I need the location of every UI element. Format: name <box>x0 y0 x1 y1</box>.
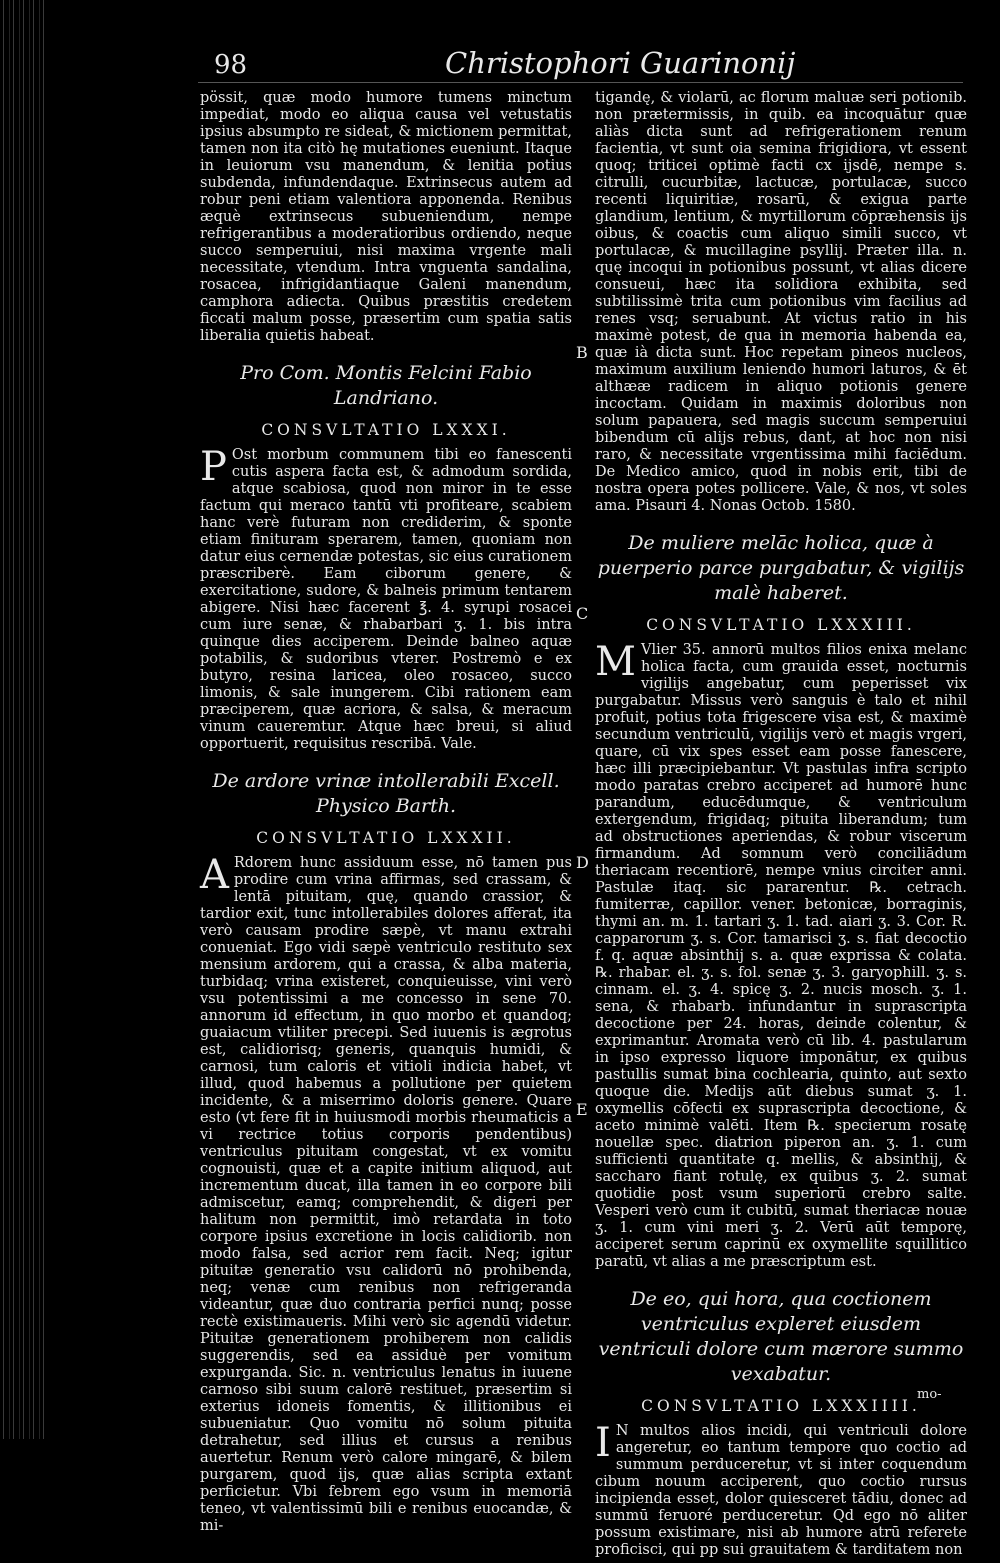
initial-84: I <box>595 1420 611 1466</box>
heading-consultatio-82: De ardore vrinæ intollerabili Excell. Physico Barth. <box>212 770 560 817</box>
catchword: mo- <box>917 1387 942 1402</box>
consultatio-84-text: N multos alios incidi, qui ventriculi dolore angeretur, eo tantum tempore quo coctio ad summum perduceretur, vt si inter coquendum cibum nouum acciperent, quo coctio rursus incipienda esset, dolor quiesceret tādiu, donec ad summū feruoré perduceretur. Qd ego nō aliter possum existimare, nisi ab humore atrū referete proficisci, qui pp sui grauitatem & tarditatem non <box>595 1423 967 1558</box>
margin-letter-d: D <box>576 853 589 872</box>
margin-letter-b: B <box>576 343 588 362</box>
binding-gutter <box>0 0 44 1439</box>
header-rule <box>198 82 963 83</box>
left-column <box>200 90 572 1539</box>
running-title: Christophori Guarinonij <box>445 46 796 80</box>
consultatio-81-text: Ost morbum communem tibi eo fanescenti cutis aspera facta est, & admodum sordida, atque scabiosa, quod non miror in te esse factum qui meraco tantū vti profiteare, scabiem hanc verè futuram non crediderim, & sponte etiam finituram sperarem, tamen, quoniam non datur eius cernendæ potestas, sic eius curationem præscriberè. Eam ciborum genere, & exercitatione, sudore, & balneis primum tentarem abigere. Nisi hæc facerent ℥. 4. syrupi rosacei cum iure senæ, & rhabarbari ʒ. 1. bis intra quinque dies acciperem. Deinde balneo aquæ potabilis, & sudoribus vterer. Postremò e ex butyro, resina laricea, oleo rosaceo, succo limonis, & sale inungerem. Cibi rationem eam præciperem, quæ acriora, & salsa, & meracum vinum caueremtur. Atque hæc breui, si aliud opportuerit, requisitus rescribā. Vale. <box>200 447 572 752</box>
right-opening-text: tigandę, & violarū, ac florum maluæ seri potionib. non prætermissis, in quib. ea incoquātur quæ aliàs dicta sunt ad refrigerationem renum facientia, vt sunt oia semina frigidiora, vt essent quoq; triticei optimè facti cx ijsdē, nempe s. citrulli, cucurbitæ, lactucæ, portulacæ, succo recenti liquiritiæ, rosarū, & exigua parte glandium, lentium, & myrtillorum cōpræhensis ijs oibus, & coactis cum aliquo simili succo, vt portulacæ, & mucillagine psyllij. Præter illa. n. quę incoqui in potionibus possunt, vt alias dicere consueui, hæc ita solidiora exhibita, sed subtilissimè trita cum potionibus vim facilius ad renes vsq; seruabunt. At victus ratio in his maximè potest, de qua in memoria habenda ea, quæ ià dicta sunt. Hoc repetam pineos nucleos, maximum auxilium leniendo humori laturos, & ēt althææ radicem in aliquo potionis genere incoctam. Quidam in maximis doloribus non solum papauera, sed magis succum semperuiui bibendum cū alijs rebus, dant, at hoc non nisi raro, & necessitate vrgentissima mihi faciēdum. De Medico amico, quod in nobis erit, tibi de nostra opera potes pollicere. Vale, & nos, vt soles ama. Pisauri 4. Nonas Octob. 1580. <box>595 90 967 514</box>
consultatio-83-body <box>595 639 967 1271</box>
consultatio-82-body <box>200 852 572 1535</box>
heading-consultatio-84: De eo, qui hora, qua coctionem ventriculus expleret eiusdem ventriculi dolore cum mærore summo vexabatur. <box>598 1288 964 1385</box>
margin-letter-c: C <box>576 604 589 623</box>
initial-81: P <box>200 444 227 490</box>
consultatio-83-text: Vlier 35. annorū multos filios enixa melanc holica facta, cum grauida esset, nocturnis vigilijs angebatur, cum peperisset vix purgabatur. Missus verò sanguis è talo et nihil profuit, potius tota frigescere visa est, & maximè secundum ventriculū, vigilijs verò et magis vrgeri, quare, cū vix spes esset eam posse fanescere, hæc illi præcipiebantur. Vt pastulas infra scripto modo paratas crebro acciperet ad humorē hunc parandum, educēdumque, & ventriculum extergendum, frigidaq; pituita liberandum; tum ad obstructiones aperiendas, & robur viscerum firmandum. Ad somnum verò conciliādum theriacam recentiorē, nempe vnius circiter anni. Pastulæ itaq. sic pararentur. ℞. cetrach. fumiterræ, capillor. vener. betonicæ, borraginis, thymi an. m. 1. tartari ʒ. 1. tad. aiari ʒ. 3. Cor. R. capparorum ʒ. s. Cor. tamarisci ʒ. s. fiat decoctio f. q. aquæ absinthij s. a. quæ exprissa & colata. ℞. rhabar. el. ʒ. s. fol. senæ ʒ. 3. garyophill. ʒ. s. cinnam. el. ʒ. 4. spicę ʒ. 2. nucis mosch. ʒ. 1. sena, & rhabarb. infundantur in suprascripta decoctione per 24. horas, deinde colentur, & exprimantur. Aromata verò cū lib. 4. pastularum in ipso expresso liquore imponātur, ex quibus pastullis sumat bina cochlearia, quinto, aut sexto quoque die. Medijs aūt diebus sumat ʒ. 1. oxymellis cōfecti ex suprascripta decoctione, & aceto minimè valēti. Item ℞. specierum rosatę nouellæ spec. diatrion piperon an. ʒ. 1. cum sufficienti quantitate q. mellis, & absinthij, & saccharo fiant rotulę, ex quibus ʒ. 2. sumat quotidie post vsum superiorū crebro salte. Vesperi verò cum it cubitū, sumat theriacæ nouæ ʒ. 1. cum vini meri ʒ. 2. Verū aūt temporę, acciperet serum caprinū ex oxymellite squillitico paratū, vt alias a me præscriptum est. <box>595 642 967 1270</box>
margin-letter-e: E <box>576 1100 588 1119</box>
consultatio-84-body <box>595 1420 967 1559</box>
consultatio-84-title: CONSVLTATIO LXXXIIII. <box>641 1397 921 1415</box>
consultatio-81-body <box>200 444 572 753</box>
consultatio-83-title: CONSVLTATIO LXXXIII. <box>646 616 916 634</box>
page-number: 98 <box>214 50 248 80</box>
consultatio-82-text: Rdorem hunc assiduum esse, nō tamen pus prodire cum vrina affirmas, sed crassam, & lentā pituitam, quę, quando crassior, & tardior exit, tunc intollerabiles dolores afferat, ita verò causam prodire sæpè, vt manu extrahi conueniat. Ego vidi sæpè ventriculo restituto sex mensium ardorem, qui a crassa, & alba materia, turbidaq; vrina existeret, conquieuisse, vini verò vsu potentissimi a me concesso in sene 70. annorum id effectum, in quo morbo et quandoq; guaiacum vtiliter precepi. Sed iuuenis is ægrotus est, calidiorisq; generis, quanquis humidi, & carnosi, tum caloris et vitioli indicia habet, vt illud, quod habemus a pollutione per quietem incidente, & a miserrimo doloris genere. Quare esto (vt fere fit in huiusmodi morbis rheumaticis a vi rectrice totius corporis pendentibus) ventriculus pituitam congestat, vt ex vomitu cognouisti, quæ et a capite initium aliquod, aut incrementum ducat, illa tamen in eo corpore bili admiscetur, eamq; comprehendit, & digeri per halitum non permittit, imò retardata in toto corpore ipsius excretione in locis calidiorib. non modo falsa, sed acrior rem facit. Neq; igitur pituitæ generatio vsu calidorū nō prohibenda, neq; venæ cum renibus non refrigeranda videantur, quæ duo contraria perfici nunq; posse rectè existimaueris. Mihi verò sic agendū videtur. Pituitæ generationem prohiberem non calidis suggerendis, sed ea assiduè per vomitum expurganda. Sic. n. ventriculus lenatus in iuuene carnoso sibi suum calorē restituet, præsertim si exterius idoneis fomentis, & illitionibus ei subueniatur. Quo vomitu nō solum pituita detrahetur, sed illius et cursus a renibus auertetur. Renum verò calore mingarē, & bilem purgarem, quod ijs, quæ alias scripta extant perficietur. Vbi febrem ego vsum in memoriā teneo, vt valentissimū bili e renibus euocandæ, & mi- <box>200 855 572 1534</box>
initial-82: A <box>200 852 229 898</box>
right-column <box>595 90 967 1563</box>
initial-83: M <box>595 639 636 685</box>
consultatio-82-title: CONSVLTATIO LXXXII. <box>256 829 516 847</box>
left-opening-text: pössit, quæ modo humore tumens minctum impediat, modo eo aliqua causa vel vetustatis ipsius absumpto re sideat, & mictionem permittat, tamen non ita citò hę mutationes eueniunt. Itaque in leuiorum vsu manendum, & lenitia potius subdenda, infundendaque. Extrinsecus autem ad robur peni etiam valentiora apponenda. Renibus æquè extrinsecus subueniendum, nempe refrigerantibus a moderatioribus ordiendo, neque succo semperuiui, nisi maxima vrgente mali necessitate, vtendum. Intra vnguenta sandalina, rosacea, infrigidantiaque Galeni manendum, camphora adiecta. Quibus præstitis credetem ficcati malum posse, præsertim cum spatia satis liberalia quietis habeat. <box>200 90 572 344</box>
heading-consultatio-81: Pro Com. Montis Felcini Fabio Landriano. <box>240 362 532 409</box>
consultatio-81-title: CONSVLTATIO LXXXI. <box>261 421 511 439</box>
heading-consultatio-83: De muliere melāc holica, quæ à puerperio parce purgabatur, & vigilijs malè haberet. <box>597 532 965 604</box>
